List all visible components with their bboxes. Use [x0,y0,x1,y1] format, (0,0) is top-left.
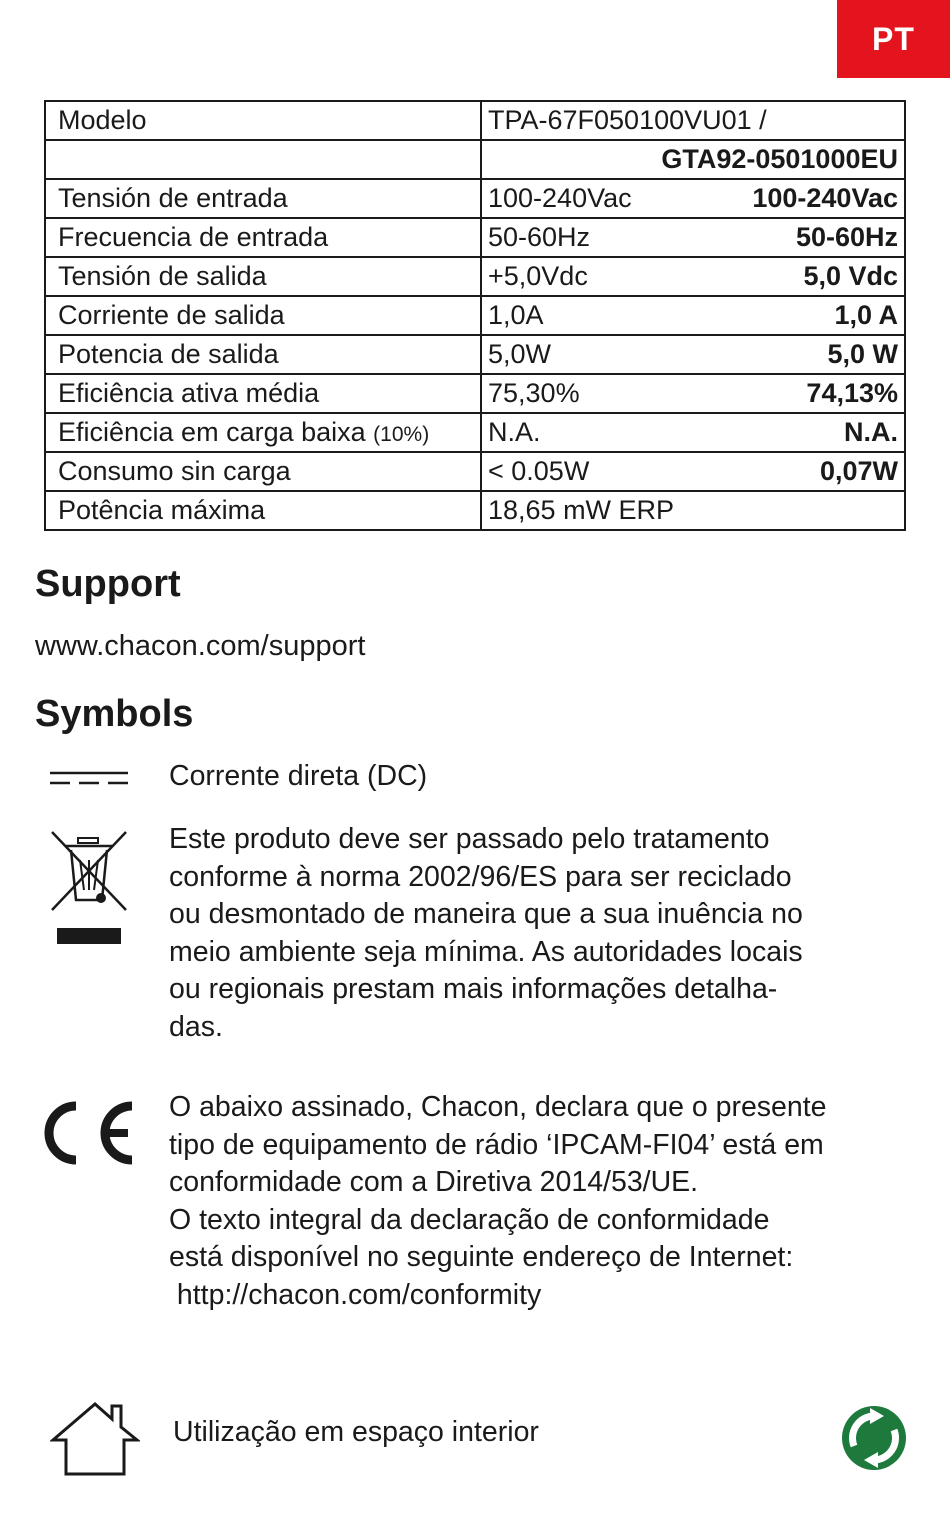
spec-label [45,179,481,218]
spec-row [45,335,905,374]
spec-label-text: Corriente de salida [58,300,285,330]
spec-label-text: Potencia de salida [58,339,279,369]
spec-value [481,374,905,413]
spec-value-secondary: 100-240Vac [752,183,898,213]
crossed-bin-icon [48,828,130,948]
spec-row [45,140,905,179]
spec-value-primary: 18,65 mW ERP [488,495,675,525]
spec-value-primary: 5,0W [488,339,552,369]
spec-value-secondary: 0,07W [819,456,898,486]
symbols-heading: Symbols [35,693,194,735]
spec-value [481,491,905,530]
weee-description [169,821,803,1047]
ce-description [169,1089,827,1315]
spec-value [481,296,905,335]
house-icon [50,1400,140,1478]
ce-mark-icon [40,1098,140,1168]
spec-label-text: Tensión de entrada [58,183,288,213]
spec-row [45,179,905,218]
spec-value [481,413,905,452]
spec-row [45,452,905,491]
spec-row [45,257,905,296]
ce-line: está disponível no seguinte endereço de Internet: [169,1241,794,1274]
spec-label-text: Eficiência ativa média [58,378,320,408]
spec-value-primary: 50-60Hz [488,222,591,252]
spec-value [481,140,905,179]
spec-label [45,491,481,530]
spec-value-primary: 75,30% [488,378,580,408]
spec-label [45,218,481,257]
spec-label [45,335,481,374]
specifications-table [44,100,906,531]
spec-value-primary: < 0.05W [488,456,590,486]
dc-current-icon [50,768,128,788]
spec-label-text: Frecuencia de entrada [58,222,329,252]
spec-value [481,452,905,491]
spec-label-text: Tensión de salida [58,261,267,291]
spec-label-text: Eficiência em carga baixa [58,417,366,447]
weee-line: Este produto deve ser passado pelo tratamento [169,823,770,855]
dc-description: Corrente direta (DC) [169,760,428,792]
spec-value-primary: N.A. [488,417,541,447]
spec-value-secondary: 5,0 Vdc [803,261,898,291]
spec-label-text: Potência máxima [58,495,266,525]
spec-value-primary: 1,0A [488,300,544,330]
ce-line: http://chacon.com/conformity [169,1278,542,1311]
spec-label [45,257,481,296]
spec-label-text: Modelo [58,105,147,135]
weee-line: ou desmontado de maneira que a sua inuência no [169,898,803,931]
support-link[interactable]: www.chacon.com/support [35,630,366,662]
spec-label [45,296,481,335]
spec-label-note: (10%) [373,423,430,446]
weee-line: conforme à norma 2002/96/ES para ser reciclado [169,860,792,893]
spec-value-primary: 100-240Vac [488,183,632,213]
weee-line: das. [169,1010,223,1043]
spec-value [481,218,905,257]
spec-value-secondary: 5,0 W [827,339,898,369]
spec-value [481,335,905,374]
ce-line: O abaixo assinado, Chacon, declara que o presente [169,1091,827,1123]
spec-value [481,101,905,140]
spec-label [45,101,481,140]
spec-row [45,374,905,413]
spec-label [45,452,481,491]
spec-value-secondary: 50-60Hz [795,222,898,252]
spec-value-secondary: 74,13% [806,378,898,408]
spec-row [45,218,905,257]
spec-value-primary: +5,0Vdc [488,261,588,291]
spec-label-text: Consumo sin carga [58,456,291,486]
green-dot-recycle-icon [840,1404,908,1472]
spec-value-secondary: 1,0 A [834,300,898,330]
language-badge: PT [837,0,950,78]
spec-value-secondary: GTA92-0501000EU [661,144,898,174]
spec-row [45,491,905,530]
spec-label [45,374,481,413]
support-heading: Support [35,563,181,605]
spec-label [45,413,481,452]
indoor-use-label: Utilização em espaço interior [173,1416,539,1448]
spec-value [481,257,905,296]
spec-label [45,140,481,179]
ce-line: O texto integral da declaração de conformidade [169,1203,770,1236]
weee-line: ou regionais prestam mais informações detalha- [169,973,778,1006]
spec-row [45,101,905,140]
ce-line: conformidade com a Diretiva 2014/53/UE. [169,1166,699,1199]
spec-value [481,179,905,218]
ce-line: tipo de equipamento de rádio ‘IPCAM-FI04’ está em [169,1128,824,1161]
spec-row [45,296,905,335]
weee-line: meio ambiente seja mínima. As autoridades locais [169,935,803,968]
spec-row [45,413,905,452]
spec-value-primary: TPA-67F050100VU01 / [488,105,767,135]
spec-value-secondary: N.A. [844,417,898,447]
